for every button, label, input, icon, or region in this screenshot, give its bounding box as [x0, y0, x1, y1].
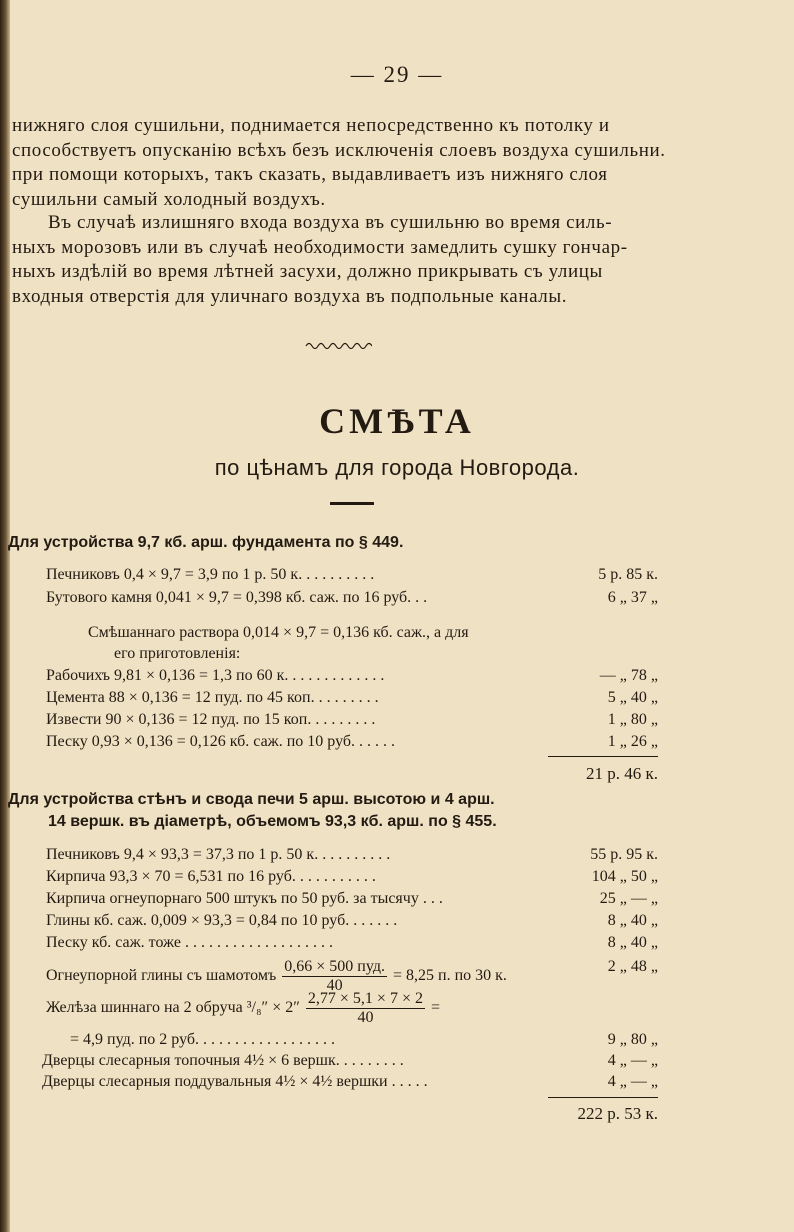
fraction-numerator: 0,66 × 500 пуд. [284, 958, 385, 975]
text-line: сушильни самый холодный воздухъ. [12, 188, 326, 210]
row-description [46, 990, 440, 1027]
row-amount: 5 р. 85 к. [598, 566, 658, 583]
estimate-row [46, 868, 658, 890]
estimate-row [46, 667, 658, 689]
row-description: Песку 0,93 × 0,136 = 0,126 кб. саж. по 10 руб. . . . . . [46, 733, 395, 750]
section-1-heading: Для устройства 9,7 кб. арш. фундамента по § 449. [8, 534, 404, 551]
estimate-row [46, 733, 658, 755]
fireclay-prefix: Огнеупорной глины съ шамотомъ [46, 967, 277, 985]
title-rule [330, 502, 374, 505]
row-amount: — „ 78 „ [599, 667, 658, 684]
estimate-row [46, 846, 658, 868]
estimate-row [46, 1031, 658, 1053]
heading-line: 14 вершк. въ діаметрѣ, объемомъ 93,3 кб. арш. по § 455. [48, 813, 497, 830]
sum-rule [548, 1097, 658, 1098]
estimate-row [46, 566, 658, 588]
heading-line: Для устройства стѣнъ и свода печи 5 арш. высотою и 4 арш. [8, 791, 495, 808]
fireclay-result: = 8,25 п. по 30 к. [392, 967, 507, 985]
row-description: Извести 90 × 0,136 = 12 пуд. по 15 коп. . . . . . . . . [46, 711, 376, 728]
text-line: способствуетъ опусканію всѣхъ безъ исключенія слоевъ воздуха сушильни. [12, 139, 666, 161]
fraction-denominator: 40 [357, 1009, 374, 1026]
row-amount: 4 „ — „ [607, 1073, 658, 1090]
page-number: — 29 — [350, 62, 444, 87]
row-amount: 25 „ — „ [599, 890, 658, 907]
row-description: Цемента 88 × 0,136 = 12 пуд. по 45 коп. . . . . . . . . [46, 689, 379, 706]
row-amount: 1 „ 80 „ [607, 711, 658, 728]
estimate-row [46, 589, 658, 611]
book-binding-edge [0, 0, 10, 1232]
section-2-total: 222 р. 53 к. [577, 1104, 658, 1123]
row-amount: 8 „ 40 „ [607, 912, 658, 929]
fraction-denominator: 40 [326, 977, 343, 994]
estimate-row [46, 912, 658, 934]
fraction [306, 990, 425, 1027]
row-description: Печниковъ 9,4 × 93,3 = 37,3 по 1 р. 50 к. . . . . . . . . . [46, 846, 391, 863]
iron-row [46, 990, 658, 1034]
page-title: СМѢТА [319, 401, 475, 441]
mortar-note [88, 622, 588, 664]
text-line: Въ случаѣ излишняго входа воздуха въ сушильню во время силь- [48, 212, 613, 233]
section-2-heading [8, 789, 728, 833]
row-description: Кирпича огнеупорнаго 500 штукъ по 50 руб. за тысячу . . . [46, 890, 443, 907]
estimate-row [46, 711, 658, 733]
text-line: ныхъ издѣлій во время лѣтней засухи, должно прикрывать съ улицы [12, 261, 603, 282]
text-line: нижняго слоя сушильни, поднимается непосредственно къ потолку и [12, 115, 610, 136]
row-description: Кирпича 93,3 × 70 = 6,531 по 16 руб. . . . . . . . . . . [46, 868, 376, 885]
row-description: Бутового камня 0,041 × 9,7 = 0,398 кб. саж. по 16 руб. . . [46, 589, 428, 606]
row-amount: 8 „ 40 „ [607, 934, 658, 951]
intro-paragraph-1 [12, 114, 712, 212]
iron-prefix: Желѣза шиннаго на 2 обруча ³/₈″ × 2″ [46, 999, 300, 1017]
row-description: Глины кб. саж. 0,009 × 93,3 = 0,84 по 10 руб. . . . . . . [46, 912, 398, 929]
sum-rule [548, 756, 658, 757]
row-description: Печниковъ 0,4 × 9,7 = 3,9 по 1 р. 50 к. . . . . . . . . . [46, 566, 375, 583]
text-line: входныя отверстія для уличнаго воздуха въ подпольные каналы. [12, 285, 568, 307]
estimate-row [42, 1052, 658, 1074]
equals-sign: = [430, 999, 441, 1017]
row-description: Рабочихъ 9,81 × 0,136 = 1,3 по 60 к. . . . . . . . . . . . . [46, 667, 385, 684]
text-line: ныхъ морозовъ или въ случаѣ необходимости замедлить сушку гончар- [12, 236, 628, 258]
intro-paragraph-2 [12, 211, 712, 309]
row-amount: 2 „ 48 „ [607, 958, 658, 975]
decorative-wave-divider [304, 340, 372, 352]
row-amount: 1 „ 26 „ [607, 733, 658, 750]
fraction-numerator: 2,77 × 5,1 × 7 × 2 [307, 990, 423, 1007]
note-line: Смѣшаннаго раствора 0,014 × 9,7 = 0,136 кб. саж., а для [88, 624, 469, 641]
row-description: Дверцы слесарныя топочныя 4½ × 6 вершк. . . . . . . . . [42, 1052, 404, 1069]
estimate-row [46, 890, 658, 912]
row-amount: 6 „ 37 „ [607, 589, 658, 606]
note-line: его приготовленія: [114, 645, 241, 662]
row-description: = 4,9 пуд. по 2 руб. . . . . . . . . . . . . . . . . . [70, 1031, 335, 1048]
section-1-total: 21 р. 46 к. [585, 764, 658, 783]
estimate-row [42, 1073, 658, 1095]
fireclay-row [46, 948, 658, 992]
page-subtitle: по цѣнамъ для города Новгорода. [214, 455, 580, 480]
row-description: Песку кб. саж. тоже . . . . . . . . . . . . . . . . . . . [46, 934, 333, 951]
row-description: Дверцы слесарныя поддувальныя 4½ × 4½ вершки . . . . . [42, 1073, 428, 1090]
row-amount: 5 „ 40 „ [607, 689, 658, 706]
row-amount: 55 р. 95 к. [590, 846, 658, 863]
estimate-row [46, 689, 658, 711]
text-line: при помощи которыхъ, такъ сказать, выдавливаетъ изъ нижняго слоя [12, 164, 608, 185]
row-amount: 4 „ — „ [607, 1052, 658, 1069]
row-amount: 104 „ 50 „ [591, 868, 658, 885]
row-amount: 9 „ 80 „ [607, 1031, 658, 1048]
